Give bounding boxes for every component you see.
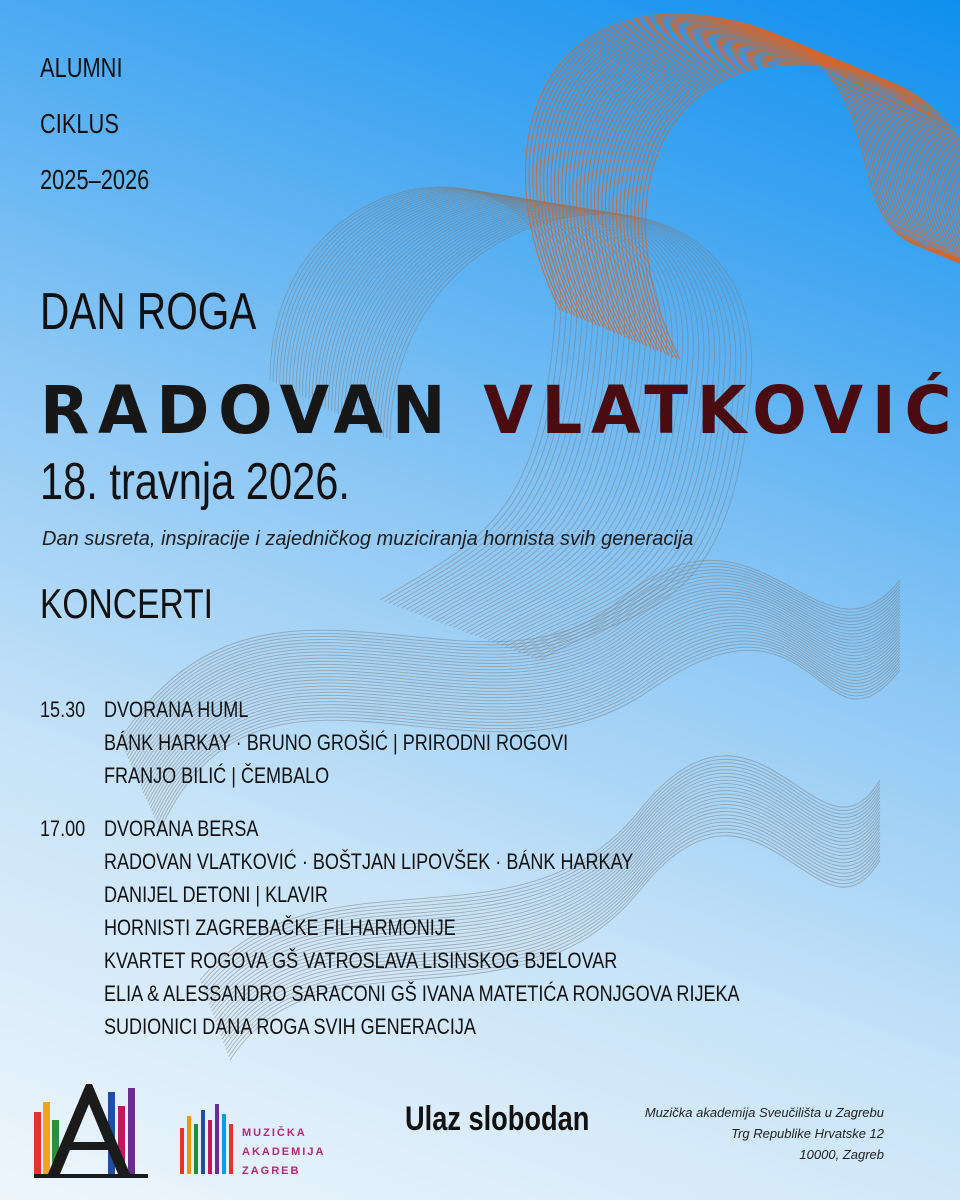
music-academy-logo	[180, 1104, 325, 1177]
address-line-1: Muzička akademija Sveučilišta u Zagrebu	[644, 1105, 884, 1120]
performer-last-name: VLATKOVIĆ	[483, 372, 960, 449]
event-date: 18. travnja 2026.	[40, 453, 350, 511]
ribbon-line	[573, 34, 960, 330]
event-subtitle: Dan susreta, inspiracije i zajedničkog muziciranja hornista svih generacija	[42, 528, 694, 550]
logo-text-1: MUZIČKA	[242, 1127, 307, 1139]
ribbon-line	[645, 64, 960, 360]
footer-logos	[30, 1080, 370, 1180]
concert-performers: RADOVAN VLATKOVIĆ · BOŠTJAN LIPOVŠEK · BÁNK HARKAY	[104, 849, 634, 874]
ribbon-line	[547, 23, 960, 319]
event-title: DAN ROGA	[40, 283, 257, 341]
alumni-logo	[34, 1084, 148, 1178]
address-line-2: Trg Republike Hrvatske 12	[731, 1126, 884, 1141]
logo-text-3: ZAGREB	[242, 1165, 301, 1177]
concert-performers: SUDIONICI DANA ROGA SVIH GENERACIJA	[104, 1014, 476, 1039]
concert-performers: BÁNK HARKAY · BRUNO GROŠIĆ | PRIRODNI ROGOVI	[104, 730, 569, 755]
concert-performers: KVARTET ROGOVA GŠ VATROSLAVA LISINSKOG BJELOVAR	[104, 948, 618, 973]
section-title: KONCERTI	[40, 580, 214, 627]
ribbon-line	[635, 60, 960, 356]
concert-performers: HORNISTI ZAGREBAČKE FILHARMONIJE	[104, 915, 456, 940]
series-line-1: ALUMNI	[40, 52, 123, 83]
concert-venue: DVORANA HUML	[104, 697, 249, 722]
concert-time: 15.30	[40, 697, 86, 722]
address-line-3: 10000, Zagreb	[799, 1147, 884, 1162]
series-line-3: 2025–2026	[40, 164, 150, 195]
concert-performers: FRANJO BILIĆ | ČEMBALO	[104, 763, 330, 788]
address	[645, 1102, 884, 1165]
performer-name	[40, 372, 960, 449]
concert-performers: DANIJEL DETONI | KLAVIR	[104, 882, 328, 907]
free-entrance: Ulaz slobodan	[405, 1100, 590, 1138]
concert-performers: ELIA & ALESSANDRO SARACONI GŠ IVANA MATETIĆA RONJGOVA RIJEKA	[104, 981, 740, 1006]
concert-time: 17.00	[40, 816, 86, 841]
ribbon-line	[569, 32, 960, 328]
series-label	[40, 40, 180, 208]
ribbon-line	[565, 31, 960, 327]
logo-text-2: AKADEMIJA	[242, 1146, 326, 1158]
performer-first-name: RADOVAN	[40, 372, 455, 449]
concert-venue: DVORANA BERSA	[104, 816, 259, 841]
series-line-2: CIKLUS	[40, 108, 119, 139]
